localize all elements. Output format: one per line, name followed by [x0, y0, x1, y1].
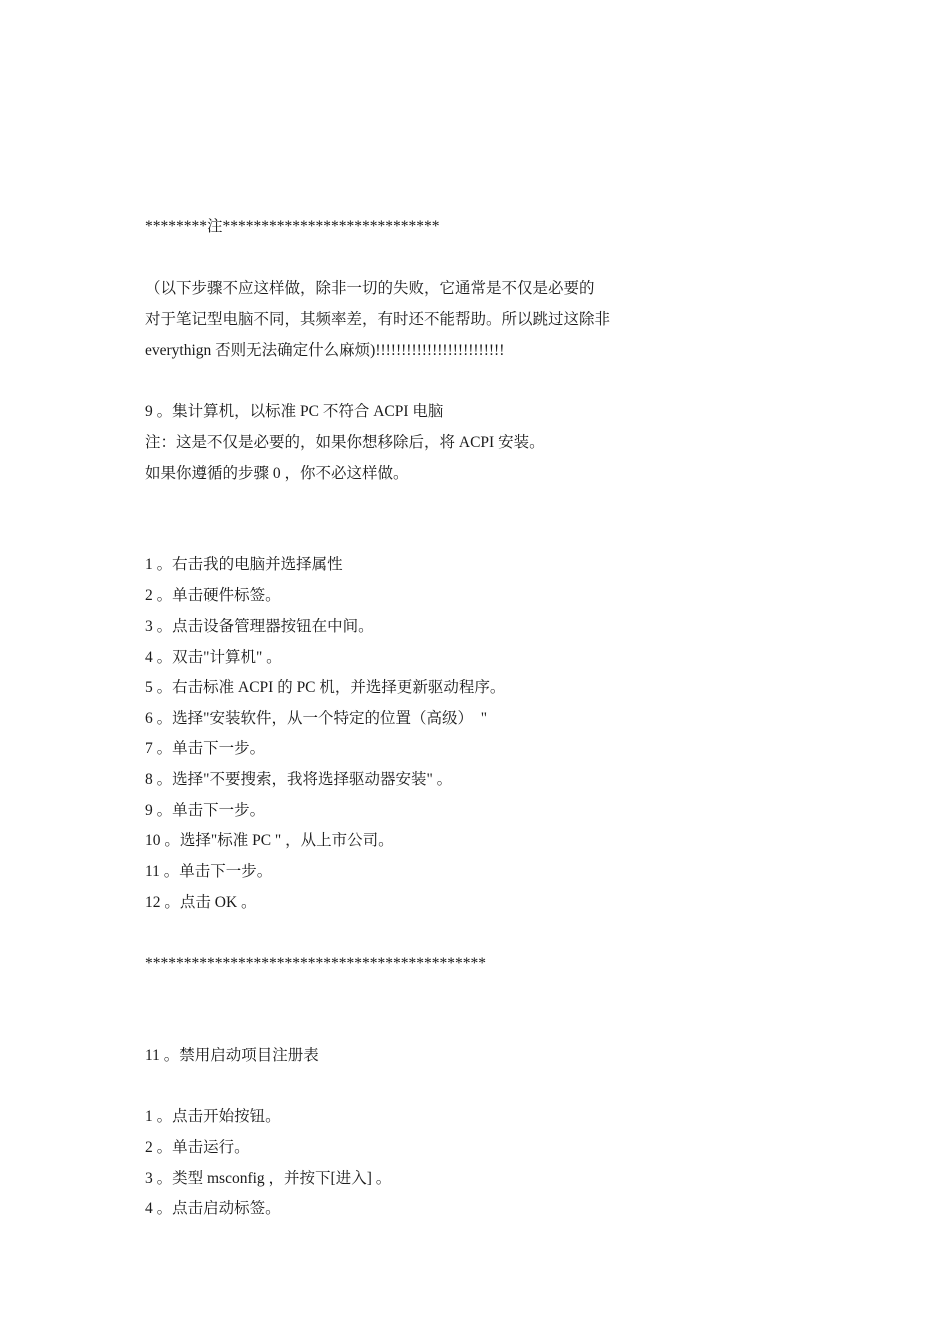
note-header-line: ********注****************************	[145, 218, 440, 235]
list-item: 9 。单击下一步。	[145, 802, 266, 819]
list-item: 3 。点击设备管理器按钮在中间。	[145, 618, 374, 635]
list-item: 7 。单击下一步。	[145, 740, 266, 757]
paragraph-line: 注：这是不仅是必要的，如果你想移除后，将 ACPI 安装。	[145, 434, 545, 451]
list-item: 1 。点击开始按钮。	[145, 1108, 281, 1125]
paragraph-line: everythign 否则无法确定什么麻烦)!!!!!!!!!!!!!!!!!!!!!!!!!	[145, 342, 505, 359]
list-item: 2 。单击硬件标签。	[145, 587, 281, 604]
paragraph-line: 对于笔记型电脑不同，其频率差，有时还不能帮助。所以跳过这除非	[145, 311, 611, 328]
list-item: 5 。右击标准 ACPI 的 PC 机，并选择更新驱动程序。	[145, 679, 506, 696]
list-item: 10 。选择"标准 PC " ，从上市公司。	[145, 832, 394, 849]
paragraph-line: （以下步骤不应这样做，除非一切的失败，它通常是不仅是必要的	[145, 280, 595, 297]
list-item: 12 。点击 OK 。	[145, 894, 257, 911]
section-heading: 9 。集计算机，以标准 PC 不符合 ACPI 电脑	[145, 403, 444, 420]
list-item: 2 。单击运行。	[145, 1139, 250, 1156]
list-item: 4 。点击启动标签。	[145, 1200, 281, 1217]
paragraph-line: 如果你遵循的步骤 0 ，你不必这样做。	[145, 465, 409, 482]
section-heading: 11 。禁用启动项目注册表	[145, 1047, 319, 1064]
list-item: 4 。双击"计算机" 。	[145, 649, 282, 666]
list-item: 11 。单击下一步。	[145, 863, 273, 880]
list-item: 8 。选择"不要搜索，我将选择驱动器安装" 。	[145, 771, 453, 788]
list-item: 3 。类型 msconfig ，并按下[进入] 。	[145, 1170, 392, 1187]
separator-line: ********************************************	[145, 955, 486, 972]
list-item: 1 。右击我的电脑并选择属性	[145, 556, 343, 573]
list-item: 6 。选择"安装软件，从一个特定的位置（高级） "	[145, 710, 488, 727]
